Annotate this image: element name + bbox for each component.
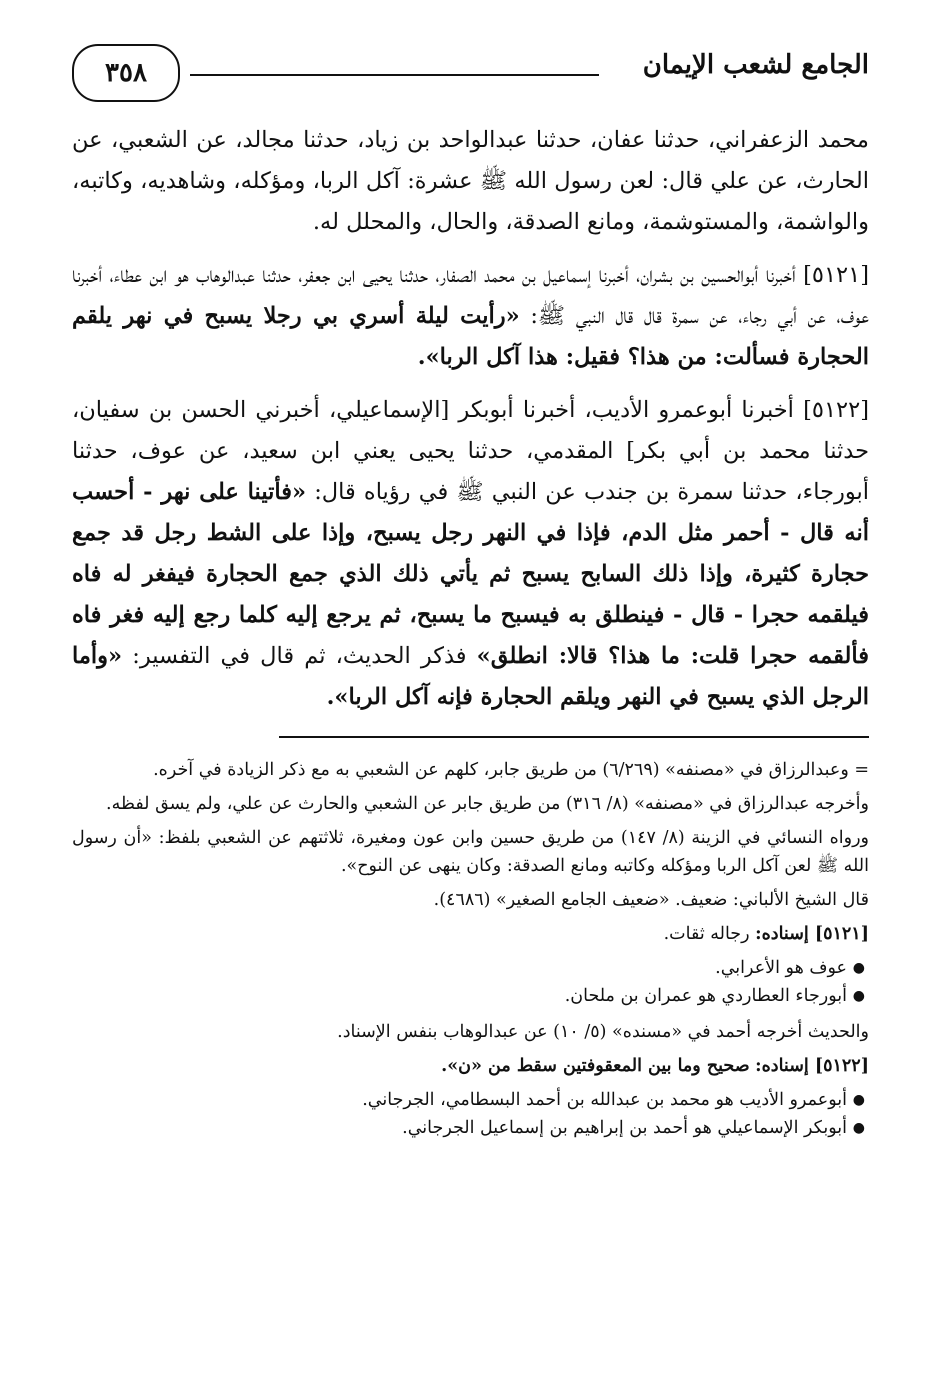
isnad-5121: [٥١٢١] أخبرنا أبوالحسين بن بشران، أخبرنا إسماعيل بن محمد الصفار، حدثنا يحيى ابن جعفر، حدثنا عبدالوهاب هو ابن عطاء، أخبرنا عوف، عن أبي رجاء، عن سمرة قال قال النبي ﷺ:: [72, 262, 869, 329]
footnotes: [72, 756, 869, 1142]
bullet-icon: ●: [852, 960, 865, 976]
header-rule: [190, 74, 599, 76]
paragraph-5122: [72, 390, 869, 718]
page-number: ٣٥٨: [72, 44, 180, 102]
page-header: [72, 30, 869, 120]
isnad-5122: [٥١٢٢] أخبرنا أبوعمرو الأديب، أخبرنا أبوبكر [الإسماعيلي، أخبرني الحسن بن سفيان، حدثنا محمد بن أبي بكر] المقدمي، حدثنا يحيى يعني ابن سعيد، عن عوف، حدثنا أبورجاء، حدثنا سمرة بن جندب عن النبي ﷺ في رؤياه قال:: [72, 397, 869, 505]
bullet-icon: ●: [852, 988, 865, 1004]
main-text: [72, 120, 869, 718]
footnote-line-1: = وعبدالرزاق في «مصنفه» (٦/٢٦٩) من طريق جابر، كلهم عن الشعبي به مع ذكر الزيادة في آخره.: [153, 760, 869, 780]
list-item-text: أبوبكر الإسماعيلي هو أحمد بن إبراهيم بن إسماعيل الجرجاني.: [402, 1118, 847, 1138]
footnote-5122-text: صحيح وما بين المعقوفتين سقط من «ن».: [441, 1056, 750, 1076]
matn-5122-part2: «وأما الرجل الذي يسبح في النهر ويلقم الحجارة فإنه آكل الربا».: [72, 643, 869, 710]
running-title: الجامع لشعب الإيمان: [642, 50, 869, 80]
footnote-line-3: ورواه النسائي في الزينة (٨/ ١٤٧) من طريق حسين وابن عون ومغيرة، ثلاثتهم عن الشعبي بلفظ: «أن رسول الله ﷺ لعن آكل الربا ومؤكله وكاتبه ومانع الصدقة: وكان ينهى عن النوح».: [72, 828, 869, 876]
list-item-text: عوف هو الأعرابي.: [715, 958, 847, 978]
list-item: [72, 954, 865, 982]
footnote-line-6: والحديث أخرجه أحمد في «مسنده» (٥/ ١٠) عن عبدالوهاب بنفس الإسناد.: [337, 1022, 869, 1042]
list-item-text: أبوعمرو الأديب هو محمد بن عبدالله بن أحمد البسطامي، الجرجاني.: [362, 1090, 847, 1110]
list-item: [72, 1114, 865, 1142]
footnote-5121-list: [72, 954, 869, 1010]
list-item: [72, 1086, 865, 1114]
paragraph-1: محمد الزعفراني، حدثنا عفان، حدثنا عبدالواحد بن زياد، حدثنا مجالد، عن الشعبي، عن الحارث، عن علي قال: لعن رسول الله ﷺ عشرة: آكل الربا، ومؤكله، وشاهديه، وكاتبه، والواشمة، والمستوشمة، ومانع الصدقة، والحال، والمحلل له.: [72, 127, 869, 235]
footnote-5121-label: [٥١٢١] إسناده:: [755, 924, 869, 944]
paragraph-5121: [72, 255, 869, 378]
book-page: [72, 30, 869, 1350]
footnote-line-4: قال الشيخ الألباني: ضعيف. «ضعيف الجامع الصغير» (٤٦٨٦).: [433, 890, 869, 910]
footnote-5122-label: [٥١٢٢] إسناده:: [755, 1056, 869, 1076]
list-item: [72, 982, 865, 1010]
bullet-icon: ●: [852, 1120, 865, 1136]
connector-5122: فذكر الحديث، ثم قال في التفسير:: [122, 643, 477, 669]
footnote-5121-heading: [72, 920, 869, 948]
matn-5121: «رأيت ليلة أسري بي رجلا يسبح في نهر يلقم الحجارة فسألت: من هذا؟ فقيل: هذا آكل الربا».: [72, 303, 869, 370]
footnote-5121-text: رجاله ثقات.: [663, 924, 750, 944]
footnote-line-2: وأخرجه عبدالرزاق في «مصنفه» (٨/ ٣١٦) من طريق جابر عن الشعبي والحارث عن علي، ولم يسق لفظه.: [106, 794, 869, 814]
footnote-5122-heading: [72, 1052, 869, 1080]
list-item-text: أبورجاء العطاردي هو عمران بن ملحان.: [564, 986, 847, 1006]
footnote-separator: [279, 736, 869, 738]
footnote-5122-list: [72, 1086, 869, 1142]
bullet-icon: ●: [852, 1092, 865, 1108]
matn-5122-part1: «فأتينا على نهر - أحسب أنه قال - أحمر مثل الدم، فإذا في النهر رجل يسبح، وإذا على الشط رجل قد جمع حجارة كثيرة، وإذا ذلك السابح يسبح ثم يأتي ذلك الذي جمع الحجارة فيفغر له فاه فيلقمه حجرا - قال - فينطلق به فيسبح ما يسبح، ثم يرجع إليه كلما رجع إليه فغر فاه فألقمه حجرا قلت: ما هذا؟ قالا: انطلق»: [72, 479, 869, 669]
